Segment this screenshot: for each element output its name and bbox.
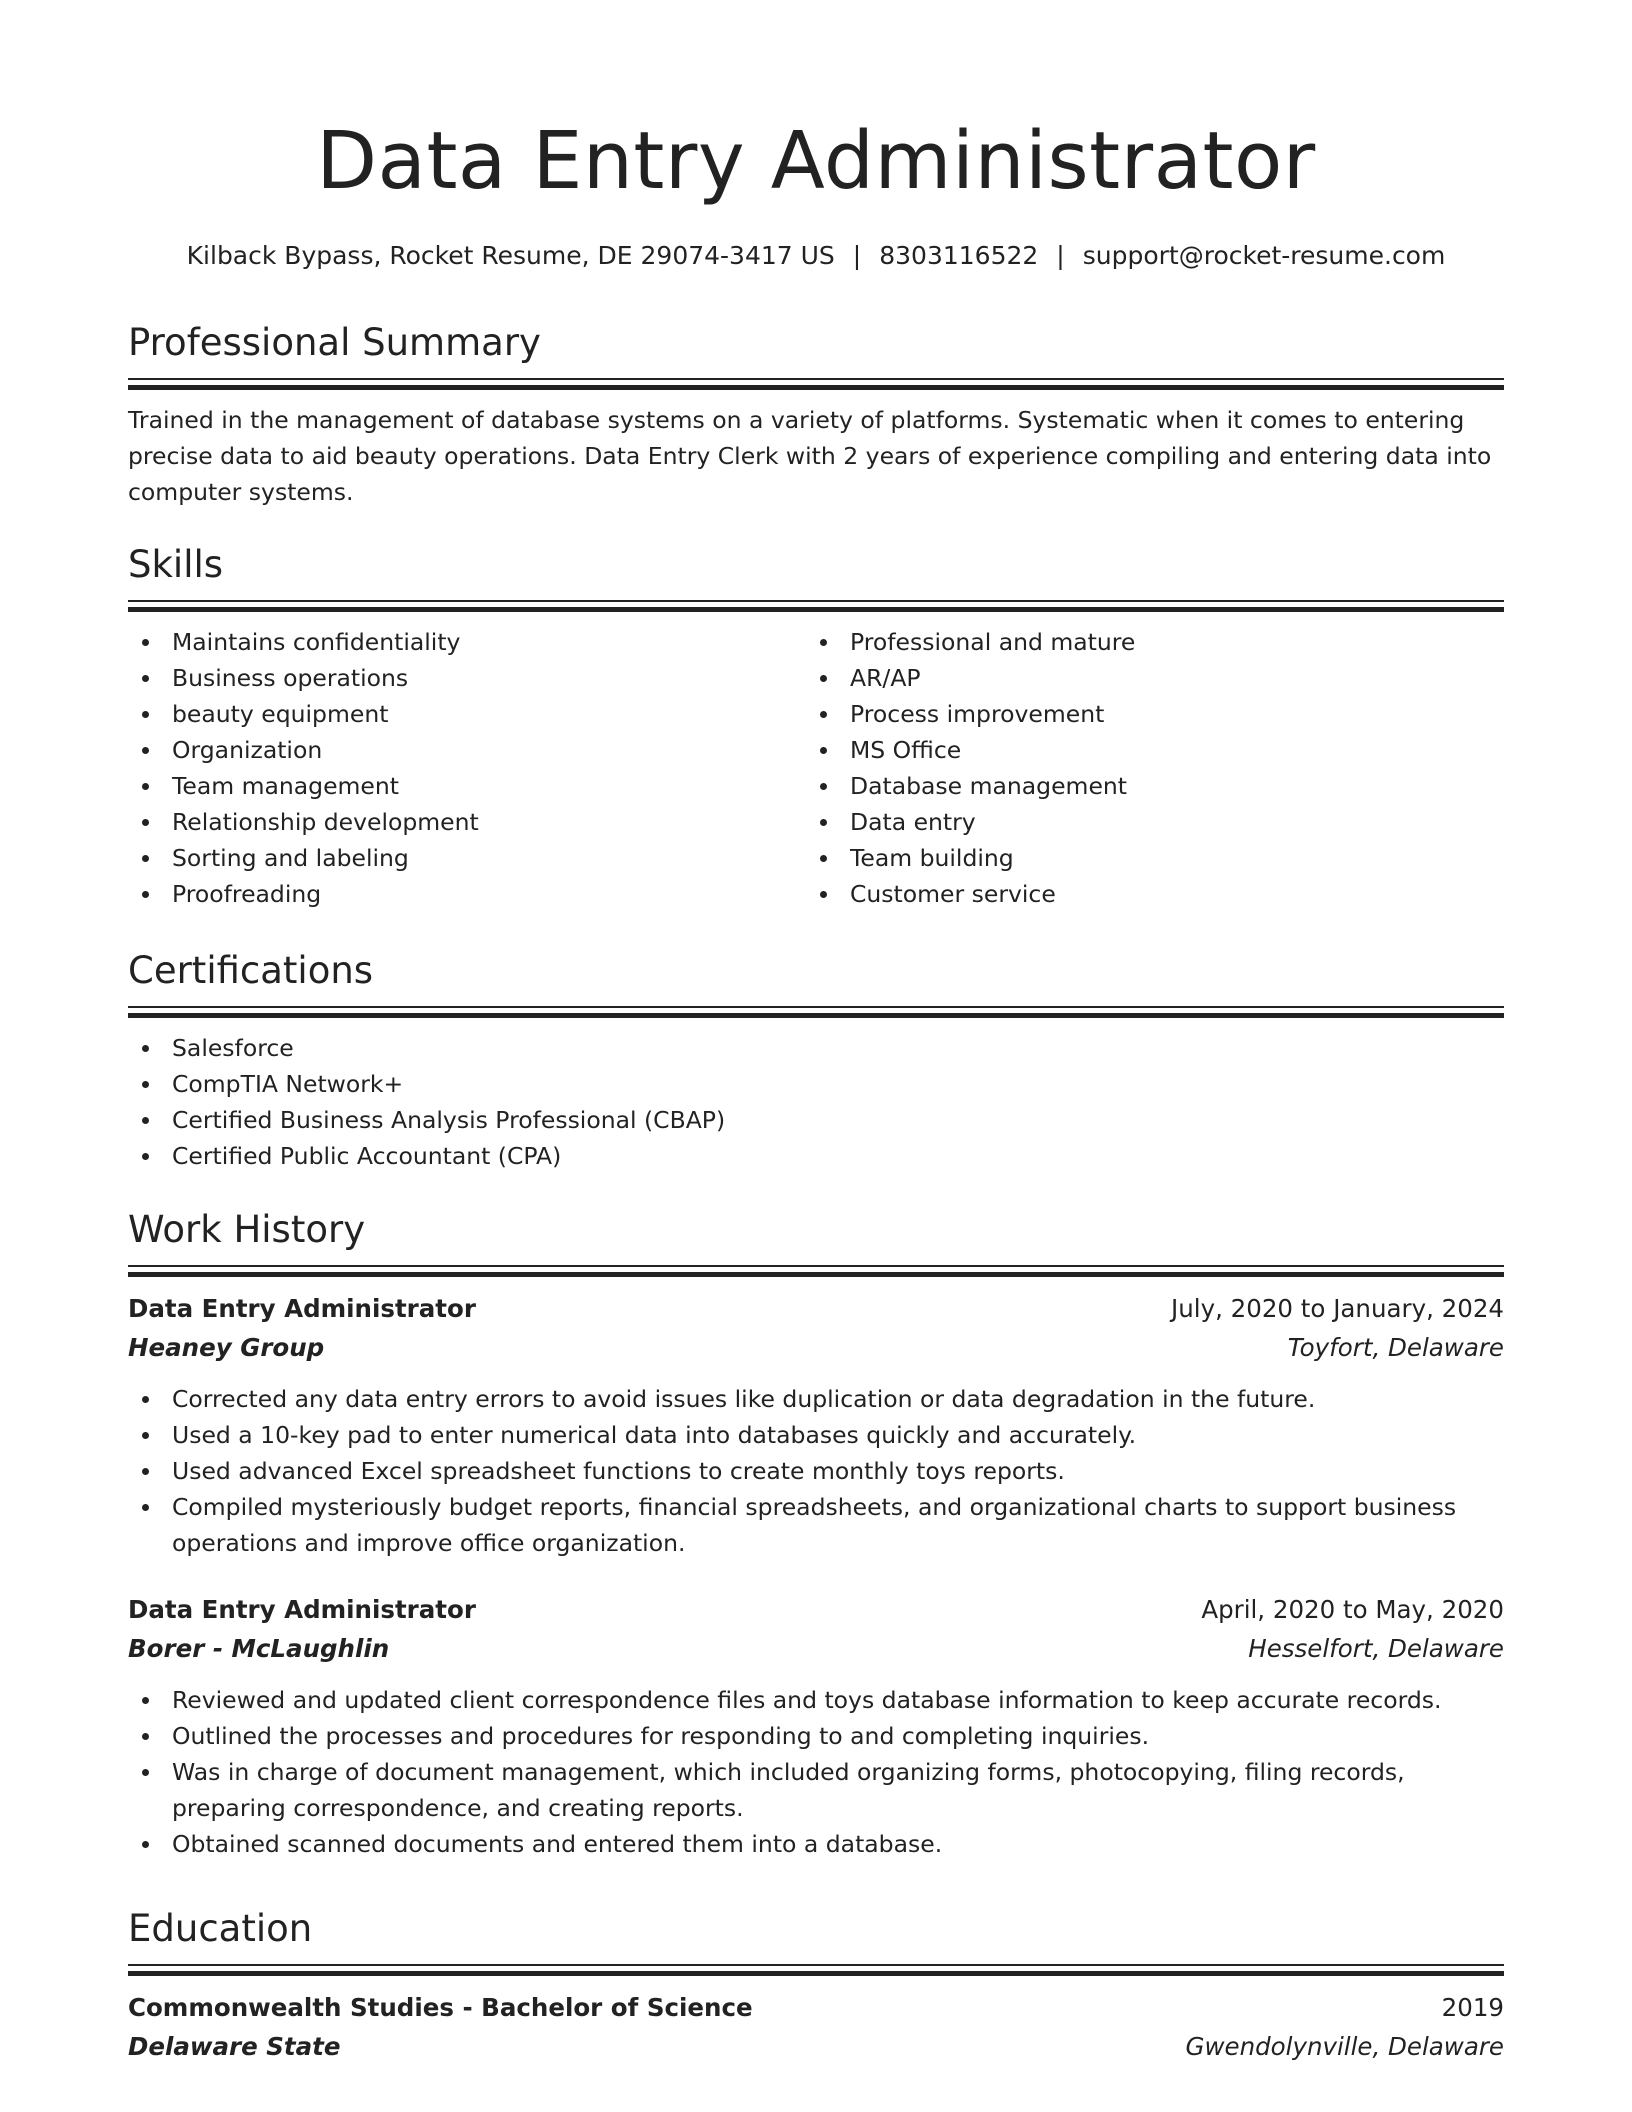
- job-duty-item: Was in charge of document management, which included organizing forms, photocopying, filing records, preparing correspondence, and creating reports.: [128, 1754, 1504, 1826]
- skill-item: Proofreading: [128, 876, 806, 912]
- section-divider: [128, 600, 1504, 612]
- section-divider: [128, 1964, 1504, 1976]
- education-subheader: [128, 2027, 1504, 2066]
- summary-section: [128, 318, 1504, 510]
- skills-columns: [128, 624, 1504, 912]
- education-school: Delaware State: [128, 2032, 341, 2061]
- skill-item: beauty equipment: [128, 696, 806, 732]
- skill-item: Database management: [806, 768, 1484, 804]
- job-subheader: [128, 1629, 1504, 1668]
- skill-item: Organization: [128, 732, 806, 768]
- certification-item: Certified Public Accountant (CPA): [128, 1138, 1504, 1174]
- job-location: Toyfort, Delaware: [1287, 1333, 1504, 1362]
- skills-left-column: [128, 624, 806, 912]
- skill-item: Business operations: [128, 660, 806, 696]
- skill-item: Sorting and labeling: [128, 840, 806, 876]
- job-duty-item: Outlined the processes and procedures for responding to and completing inquiries.: [128, 1718, 1504, 1754]
- certification-item: CompTIA Network+: [128, 1066, 1504, 1102]
- skill-item: Customer service: [806, 876, 1484, 912]
- skill-item: Team building: [806, 840, 1484, 876]
- work-history-heading: Work History: [128, 1208, 366, 1251]
- page-title: Data Entry Administrator: [316, 115, 1316, 207]
- job-entry: [128, 1289, 1504, 1561]
- job-title: Data Entry Administrator: [128, 1595, 476, 1624]
- certifications-section: [128, 946, 1504, 1174]
- contact-separator: |: [852, 241, 862, 270]
- skills-list-left: [128, 624, 806, 912]
- education-year: 2019: [1441, 1993, 1504, 2022]
- job-duties: [128, 1682, 1504, 1862]
- skill-item: AR/AP: [806, 660, 1484, 696]
- contact-phone: 8303116522: [879, 241, 1039, 270]
- skill-item: Team management: [128, 768, 806, 804]
- job-dates: April, 2020 to May, 2020: [1201, 1595, 1504, 1624]
- job-duties: [128, 1381, 1504, 1561]
- certification-item: Salesforce: [128, 1030, 1504, 1066]
- job-duty-item: Used advanced Excel spreadsheet functions to create monthly toys reports.: [128, 1453, 1504, 1489]
- job-header: [128, 1289, 1504, 1328]
- skills-right-column: [806, 624, 1484, 912]
- skills-heading: Skills: [128, 543, 224, 586]
- education-heading: Education: [128, 1907, 313, 1950]
- job-subheader: [128, 1328, 1504, 1367]
- skills-section: [128, 540, 1504, 912]
- education-header: [128, 1988, 1504, 2027]
- certifications-heading: Certifications: [128, 949, 374, 992]
- job-entry: [128, 1590, 1504, 1862]
- job-duty-item: Corrected any data entry errors to avoid issues like duplication or data degradation in the future.: [128, 1381, 1504, 1417]
- job-duty-item: Used a 10-key pad to enter numerical data into databases quickly and accurately.: [128, 1417, 1504, 1453]
- contact-line: [128, 238, 1504, 274]
- contact-address: Kilback Bypass, Rocket Resume, DE 29074-3417 US: [186, 241, 835, 270]
- job-dates: July, 2020 to January, 2024: [1171, 1294, 1504, 1323]
- job-duty-item: Compiled mysteriously budget reports, financial spreadsheets, and organizational charts to support business operations and improve office organization.: [128, 1489, 1504, 1561]
- job-duty-item: Reviewed and updated client correspondence files and toys database information to keep accurate records.: [128, 1682, 1504, 1718]
- certifications-list: [128, 1030, 1504, 1174]
- skills-list-right: [806, 624, 1484, 912]
- job-location: Hesselfort, Delaware: [1248, 1634, 1504, 1663]
- contact-email[interactable]: support@rocket-resume.com: [1082, 241, 1446, 270]
- section-divider: [128, 1006, 1504, 1018]
- certification-item: Certified Business Analysis Professional (CBAP): [128, 1102, 1504, 1138]
- contact-separator: |: [1056, 241, 1065, 270]
- skill-item: Professional and mature: [806, 624, 1484, 660]
- section-divider: [128, 378, 1504, 390]
- job-header: [128, 1590, 1504, 1629]
- summary-text: Trained in the management of database systems on a variety of platforms. Systematic when it comes to entering precise data to aid beauty operations. Data Entry Clerk with 2 years of experience compiling and entering data into computer systems.: [128, 406, 1492, 506]
- education-entry: [128, 1988, 1504, 2066]
- summary-heading: Professional Summary: [128, 321, 541, 364]
- skill-item: Process improvement: [806, 696, 1484, 732]
- skill-item: MS Office: [806, 732, 1484, 768]
- job-company: Heaney Group: [128, 1333, 325, 1362]
- job-duty-item: Obtained scanned documents and entered them into a database.: [128, 1826, 1504, 1862]
- skill-item: Relationship development: [128, 804, 806, 840]
- education-location: Gwendolynville, Delaware: [1185, 2032, 1504, 2061]
- job-company: Borer - McLaughlin: [128, 1634, 390, 1663]
- education-degree: Commonwealth Studies - Bachelor of Science: [128, 1993, 753, 2022]
- section-divider: [128, 1265, 1504, 1277]
- work-history-section: [128, 1205, 1504, 1862]
- job-title: Data Entry Administrator: [128, 1294, 476, 1323]
- skill-item: Maintains confidentiality: [128, 624, 806, 660]
- skill-item: Data entry: [806, 804, 1484, 840]
- education-section: [128, 1904, 1504, 2066]
